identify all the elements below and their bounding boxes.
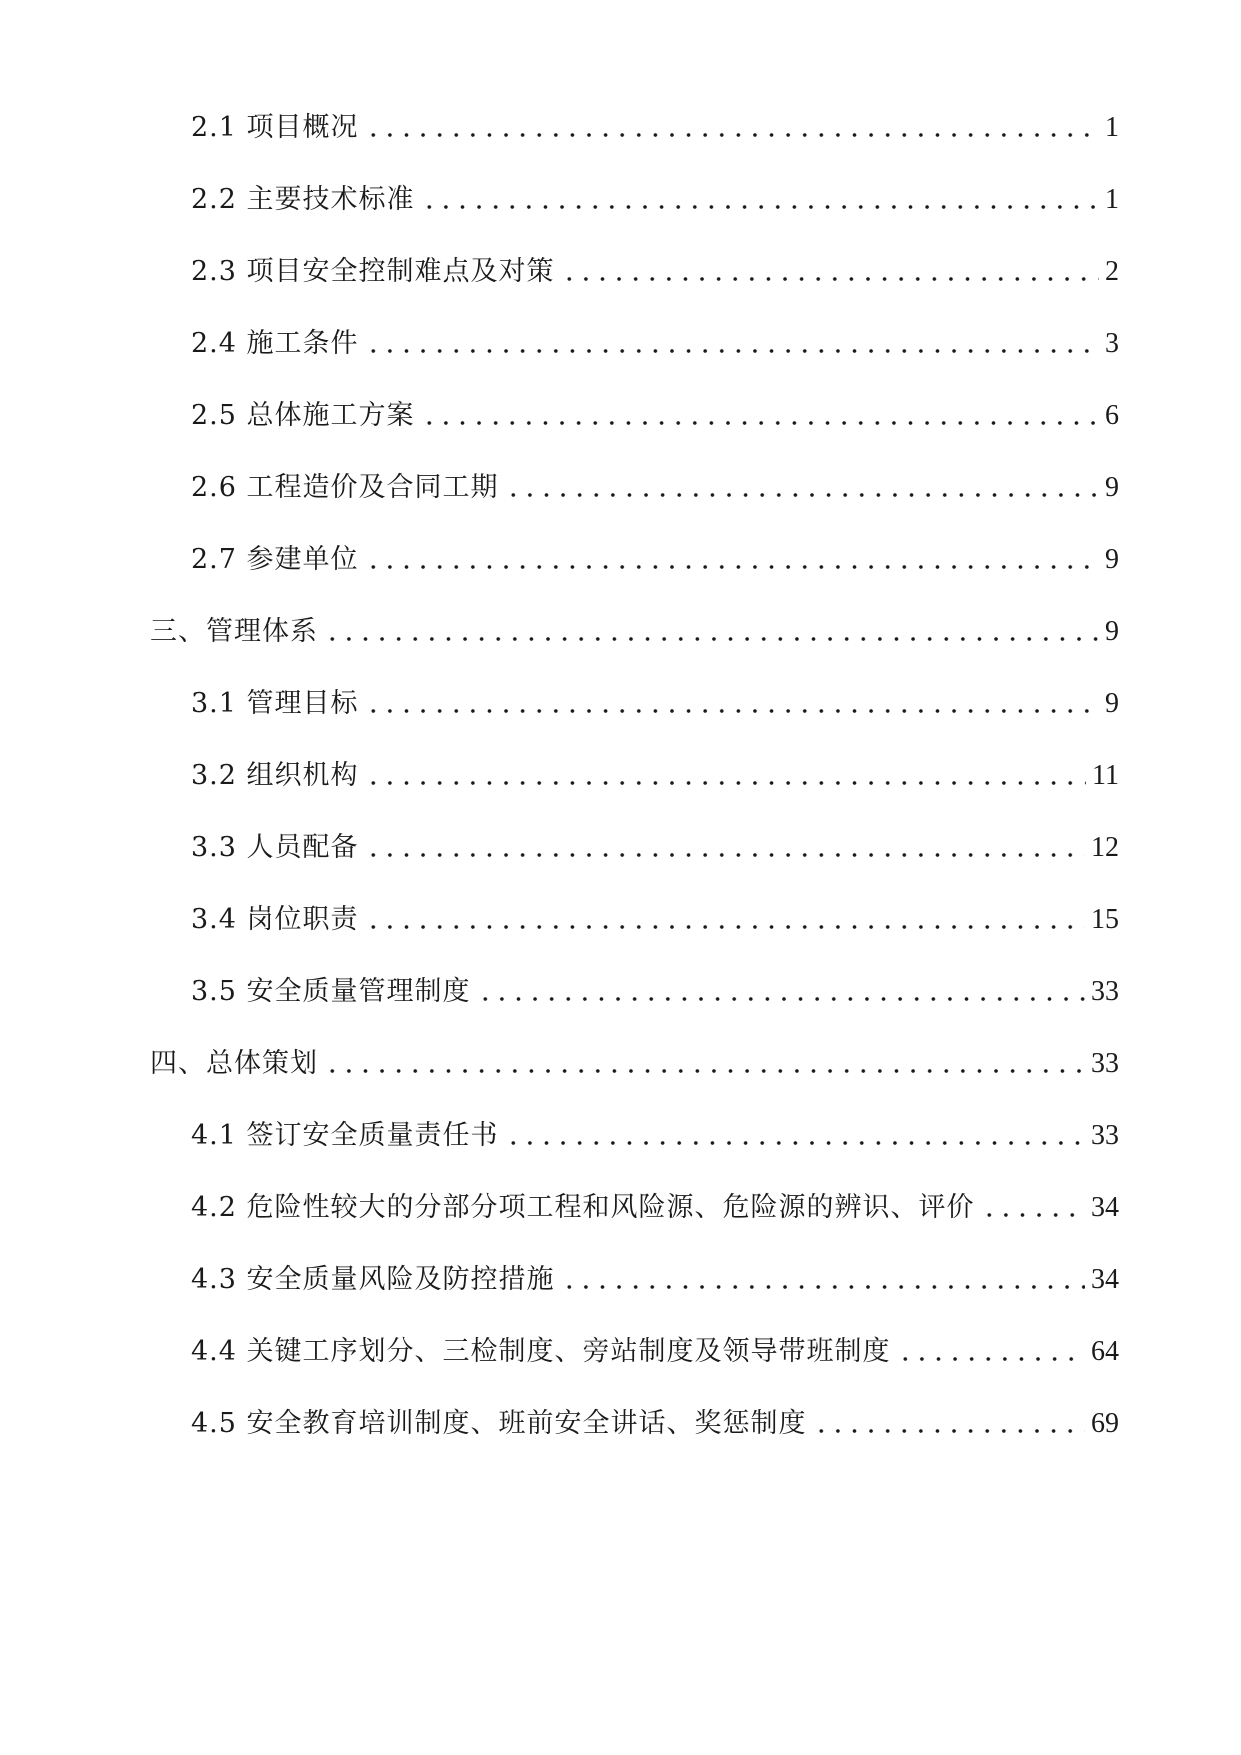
toc-entry-2-7[interactable] — [191, 540, 1119, 580]
toc-page-number: 33 — [1091, 1048, 1119, 1079]
toc-chapter-title: 三、管理体系 — [150, 616, 318, 647]
toc-entry-4-5[interactable] — [191, 1404, 1119, 1444]
toc-entry-3-4[interactable] — [191, 900, 1119, 940]
toc-dot-leader — [365, 131, 1099, 139]
toc-dot-leader — [897, 1355, 1085, 1363]
toc-dot-leader — [421, 203, 1099, 211]
toc-entry-title: 3.2 组织机构 — [191, 760, 359, 791]
toc-dot-leader — [365, 779, 1087, 787]
toc-dot-leader — [324, 1067, 1085, 1075]
toc-page-number: 9 — [1105, 472, 1119, 503]
toc-entry-3-1[interactable] — [191, 684, 1119, 724]
toc-entry-title: 2.3 项目安全控制难点及对策 — [191, 256, 555, 287]
toc-chapter-title: 四、总体策划 — [150, 1048, 318, 1079]
toc-page-number: 34 — [1091, 1264, 1119, 1295]
toc-entry-2-6[interactable] — [191, 468, 1119, 508]
toc-entry-title: 3.4 岗位职责 — [191, 904, 359, 935]
toc-dot-leader — [561, 1283, 1085, 1291]
toc-entry-chapter-4[interactable] — [150, 1044, 1119, 1084]
toc-entry-title: 4.3 安全质量风险及防控措施 — [191, 1264, 555, 1295]
toc-dot-leader — [505, 491, 1099, 499]
toc-entry-4-1[interactable] — [191, 1116, 1119, 1156]
toc-entry-title: 4.2 危险性较大的分部分项工程和风险源、危险源的辨识、评价 — [191, 1192, 975, 1223]
toc-dot-leader — [421, 419, 1099, 427]
toc-entry-2-2[interactable] — [191, 180, 1119, 220]
toc-page-number: 12 — [1091, 832, 1119, 863]
toc-entry-2-3[interactable] — [191, 252, 1119, 292]
toc-dot-leader — [561, 275, 1099, 283]
toc-entry-2-4[interactable] — [191, 324, 1119, 364]
toc-dot-leader — [365, 923, 1085, 931]
toc-entry-title: 3.3 人员配备 — [191, 832, 359, 863]
toc-entry-title: 2.6 工程造价及合同工期 — [191, 472, 499, 503]
toc-dot-leader — [324, 635, 1099, 643]
toc-entry-title: 2.1 项目概况 — [191, 112, 359, 143]
toc-entry-title: 3.5 安全质量管理制度 — [191, 976, 471, 1007]
toc-dot-leader — [813, 1427, 1085, 1435]
toc-entry-3-2[interactable] — [191, 756, 1119, 796]
toc-entry-4-4[interactable] — [191, 1332, 1119, 1372]
toc-entry-2-5[interactable] — [191, 396, 1119, 436]
toc-page-number: 15 — [1091, 904, 1119, 935]
toc-dot-leader — [477, 995, 1085, 1003]
toc-entry-title: 2.2 主要技术标准 — [191, 184, 415, 215]
toc-entry-3-3[interactable] — [191, 828, 1119, 868]
toc-dot-leader — [365, 563, 1099, 571]
toc-dot-leader — [981, 1211, 1085, 1219]
toc-page-number: 34 — [1091, 1192, 1119, 1223]
toc-page-number: 9 — [1105, 544, 1119, 575]
toc-entry-title: 4.1 签订安全质量责任书 — [191, 1120, 499, 1151]
toc-entry-title: 4.5 安全教育培训制度、班前安全讲话、奖惩制度 — [191, 1408, 807, 1439]
toc-entry-2-1[interactable] — [191, 108, 1119, 148]
toc-page-number: 69 — [1091, 1408, 1119, 1439]
toc-page-number: 11 — [1092, 760, 1119, 791]
toc-page-number: 3 — [1105, 328, 1119, 359]
toc-dot-leader — [365, 851, 1085, 859]
toc-page-number: 9 — [1105, 688, 1119, 719]
toc-page-number: 1 — [1105, 184, 1119, 215]
toc-entry-chapter-3[interactable] — [150, 612, 1119, 652]
toc-page-number: 64 — [1091, 1336, 1119, 1367]
toc-entry-title: 3.1 管理目标 — [191, 688, 359, 719]
toc-entry-4-3[interactable] — [191, 1260, 1119, 1300]
toc-page-number: 2 — [1105, 256, 1119, 287]
toc-page-number: 1 — [1105, 112, 1119, 143]
toc-entry-4-2[interactable] — [191, 1188, 1119, 1228]
toc-dot-leader — [365, 707, 1099, 715]
toc-entry-3-5[interactable] — [191, 972, 1119, 1012]
toc-entry-title: 2.5 总体施工方案 — [191, 400, 415, 431]
toc-page-number: 6 — [1105, 400, 1119, 431]
toc-page-number: 9 — [1105, 616, 1119, 647]
toc-dot-leader — [365, 347, 1099, 355]
toc-dot-leader — [505, 1139, 1085, 1147]
toc-page-number: 33 — [1091, 976, 1119, 1007]
toc-entry-title: 2.4 施工条件 — [191, 328, 359, 359]
toc-entry-title: 4.4 关键工序划分、三检制度、旁站制度及领导带班制度 — [191, 1336, 891, 1367]
toc-entry-title: 2.7 参建单位 — [191, 544, 359, 575]
toc-page-number: 33 — [1091, 1120, 1119, 1151]
